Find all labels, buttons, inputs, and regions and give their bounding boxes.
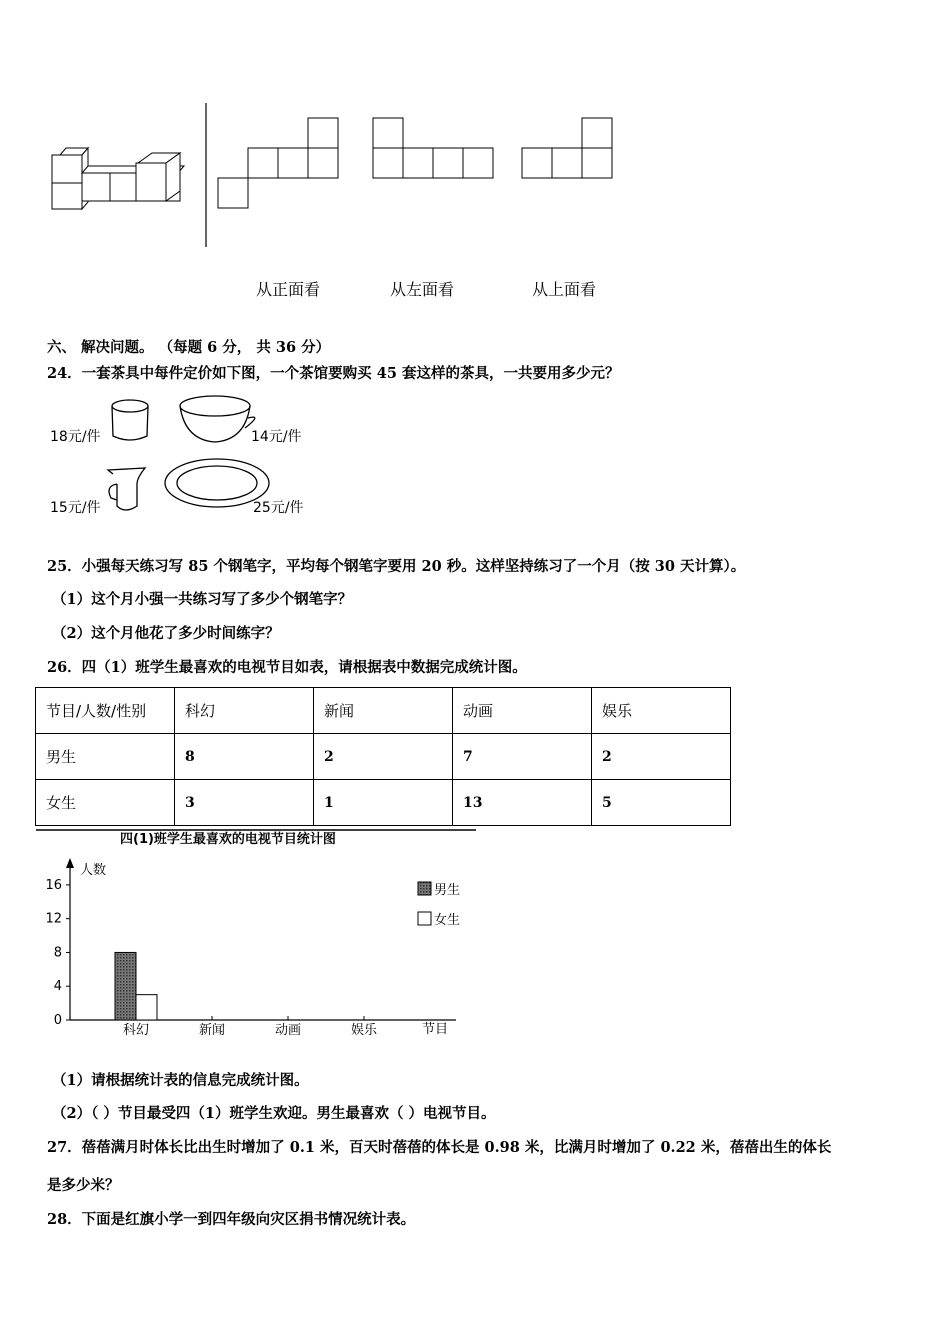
y-axis-arrow — [66, 858, 74, 868]
x-category-label: 科幻 — [122, 1023, 150, 1038]
header-cell: 节目/人数/性别 — [36, 688, 175, 734]
header-cell: 新闻 — [314, 688, 453, 734]
bar-boys — [115, 952, 136, 1020]
header-cell: 动画 — [453, 688, 592, 734]
y-tick-label: 12 — [45, 911, 62, 927]
top-view-label: 从上面看 — [532, 280, 597, 299]
cup-drawing — [112, 400, 148, 440]
y-tick-label: 8 — [53, 945, 62, 961]
table-cell: 5 — [592, 780, 731, 826]
plate-price: 25元/件 — [253, 500, 304, 516]
table-cell: 3 — [175, 780, 314, 826]
question-26-sub2: （2）（ ）节目最受四（1）班学生欢迎。男生最喜欢（ ）电视节目。 — [52, 1105, 496, 1122]
pitcher-price: 15元/件 — [50, 500, 101, 516]
chart-title: 四(1)班学生最喜欢的电视节目统计图 — [120, 832, 336, 847]
question-27-text-line1: 27．蓓蓓满月时体长比出生时增加了 0.1 米，百天时蓓蓓的体长是 0.98 米，比满月时增加了 0.22 米，蓓蓓出生的体长 — [47, 1139, 832, 1156]
table-cell: 8 — [175, 734, 314, 780]
question-28-text: 28．下面是红旗小学一到四年级向灾区捐书情况统计表。 — [47, 1211, 416, 1228]
x-category-label: 新闻 — [198, 1023, 226, 1038]
bar-girls — [136, 995, 157, 1020]
question-25-sub2: （2）这个月他花了多少时间练字？ — [52, 625, 280, 642]
row-label: 女生 — [36, 780, 175, 826]
left-view-drawing — [373, 118, 493, 178]
table-row — [36, 780, 731, 826]
cup-price: 18元/件 — [50, 429, 101, 445]
table-cell: 2 — [314, 734, 453, 780]
tea-set-figure — [45, 388, 325, 528]
header-cell: 科幻 — [175, 688, 314, 734]
pitcher-drawing — [108, 468, 145, 510]
chart-x-axis-label: 节目 — [422, 1022, 449, 1037]
cube-stack-drawing — [52, 148, 184, 209]
table-cell: 2 — [592, 734, 731, 780]
tv-program-bar-chart — [36, 828, 476, 1048]
y-tick-label: 4 — [53, 979, 62, 995]
bowl-price: 14元/件 — [251, 429, 302, 445]
x-category-label: 动画 — [274, 1023, 302, 1038]
legend-boys-label: 男生 — [434, 883, 461, 898]
question-26-sub1: （1）请根据统计表的信息完成统计图。 — [52, 1072, 309, 1089]
tv-program-table — [35, 687, 731, 826]
y-tick-label: 16 — [45, 877, 62, 893]
legend-girls-swatch — [418, 912, 431, 925]
cube-views-figure — [40, 95, 640, 255]
y-tick-label: 0 — [53, 1013, 62, 1028]
left-view-label: 从左面看 — [390, 280, 455, 299]
row-label: 男生 — [36, 734, 175, 780]
chart-y-axis-label: 人数 — [80, 863, 107, 878]
question-25-text: 25．小强每天练习写 85 个钢笔字，平均每个钢笔字要用 20 秒。这样坚持练习了一个月（按 30 天计算）。 — [47, 558, 746, 575]
table-cell: 1 — [314, 780, 453, 826]
question-24-text: 24．一套茶具中每件定价如下图，一个茶馆要购买 45 套这样的茶具，一共要用多少元？ — [47, 365, 620, 382]
question-27-text-line2: 是多少米？ — [47, 1177, 120, 1194]
question-26-text: 26．四（1）班学生最喜欢的电视节目如表，请根据表中数据完成统计图。 — [47, 659, 527, 676]
table-cell: 7 — [453, 734, 592, 780]
front-view-label: 从正面看 — [256, 280, 321, 299]
question-25-sub1: （1）这个月小强一共练习写了多少个钢笔字？ — [52, 591, 353, 608]
front-view-drawing — [218, 118, 338, 208]
legend-boys-swatch — [418, 882, 431, 895]
section-heading: 六、 解决问题。 （每题 6 分， 共 36 分） — [47, 339, 331, 356]
table-header-row — [36, 688, 731, 734]
header-cell: 娱乐 — [592, 688, 731, 734]
x-category-label: 娱乐 — [350, 1023, 378, 1038]
top-view-drawing — [522, 118, 612, 178]
bowl-drawing — [180, 396, 255, 442]
table-cell: 13 — [453, 780, 592, 826]
legend-girls-label: 女生 — [434, 913, 461, 928]
table-row — [36, 734, 731, 780]
